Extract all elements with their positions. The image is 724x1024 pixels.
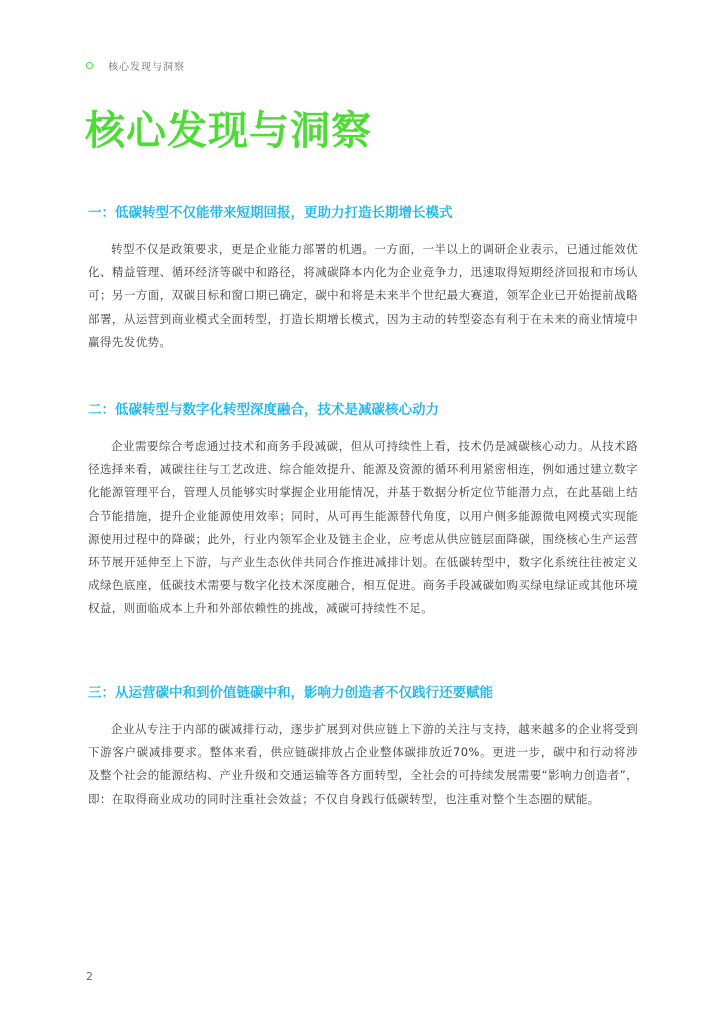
section-heading-1: 一：低碳转型不仅能带来短期回报，更助力打造长期增长模式 (88, 205, 453, 221)
running-header (86, 58, 185, 73)
page-number: 2 (86, 970, 93, 983)
section-body-1: 转型不仅是政策要求，更是企业能力部署的机遇。一方面，一半以上的调研企业表示，已通过能效优化、精益管理、循环经济等碳中和路径，将减碳降本内化为企业竞争力，迅速取得短期经济回报和市场认可；另一方面，双碳目标和窗口期已确定，碳中和将是未来半个世纪最大赛道，领军企业已开始提前战略部署，从运营到商业模式全面转型，打造长期增长模式，因为主动的转型姿态有利于在未来的商业情境中赢得先发优势。 (88, 242, 638, 349)
section-heading-2: 二：低碳转型与数字化转型深度融合，技术是减碳核心动力 (88, 402, 439, 418)
ring-icon (86, 62, 93, 69)
section-body-3: 企业从专注于内部的碳减排行动，逐步扩展到对供应链上下游的关注与支持，越来越多的企业将受到下游客户碳减排要求。整体来看，供应链碳排放占企业整体碳排放近70%。更进一步，碳中和行动将涉及整个社会的能源结构、产业升级和交通运输等各方面转型，全社会的可持续发展需要“影响力创造者”，即：在取得商业成功的同时注重社会效益；不仅自身践行低碳转型，也注重对整个生态圈的赋能。 (88, 722, 638, 806)
page-title: 核心发现与洞察 (85, 108, 372, 154)
running-header-text: 核心发现与洞察 (108, 62, 185, 73)
section-body-2: 企业需要综合考虑通过技术和商务手段减碳，但从可持续性上看，技术仍是减碳核心动力。从技术路径选择来看，减碳往往与工艺改进、综合能效提升、能源及资源的循环利用紧密相连，例如通过建立数字化能源管理平台，管理人员能够实时掌握企业用能情况，并基于数据分析定位节能潜力点，在此基础上结合节能措施，提升企业能源使用效率；同时，从可再生能源替代角度，以用户侧多能源微电网模式实现能源使用过程中的降碳；此外，行业内领军企业及链主企业，应考虑从供应链层面降碳，围绕核心生产运营环节展开延伸至上下游，与产业生态伙伴共同合作推进减排计划。在低碳转型中，数字化系统往往被定义成绿色底座，低碳技术需要与数字化技术深度融合，相互促进。商务手段减碳如购买绿电绿证或其他环境权益，则面临成本上升和外部依赖性的挑战，减碳可持续性不足。 (88, 439, 638, 616)
section-heading-3: 三：从运营碳中和到价值链碳中和，影响力创造者不仅践行还要赋能 (88, 685, 493, 701)
